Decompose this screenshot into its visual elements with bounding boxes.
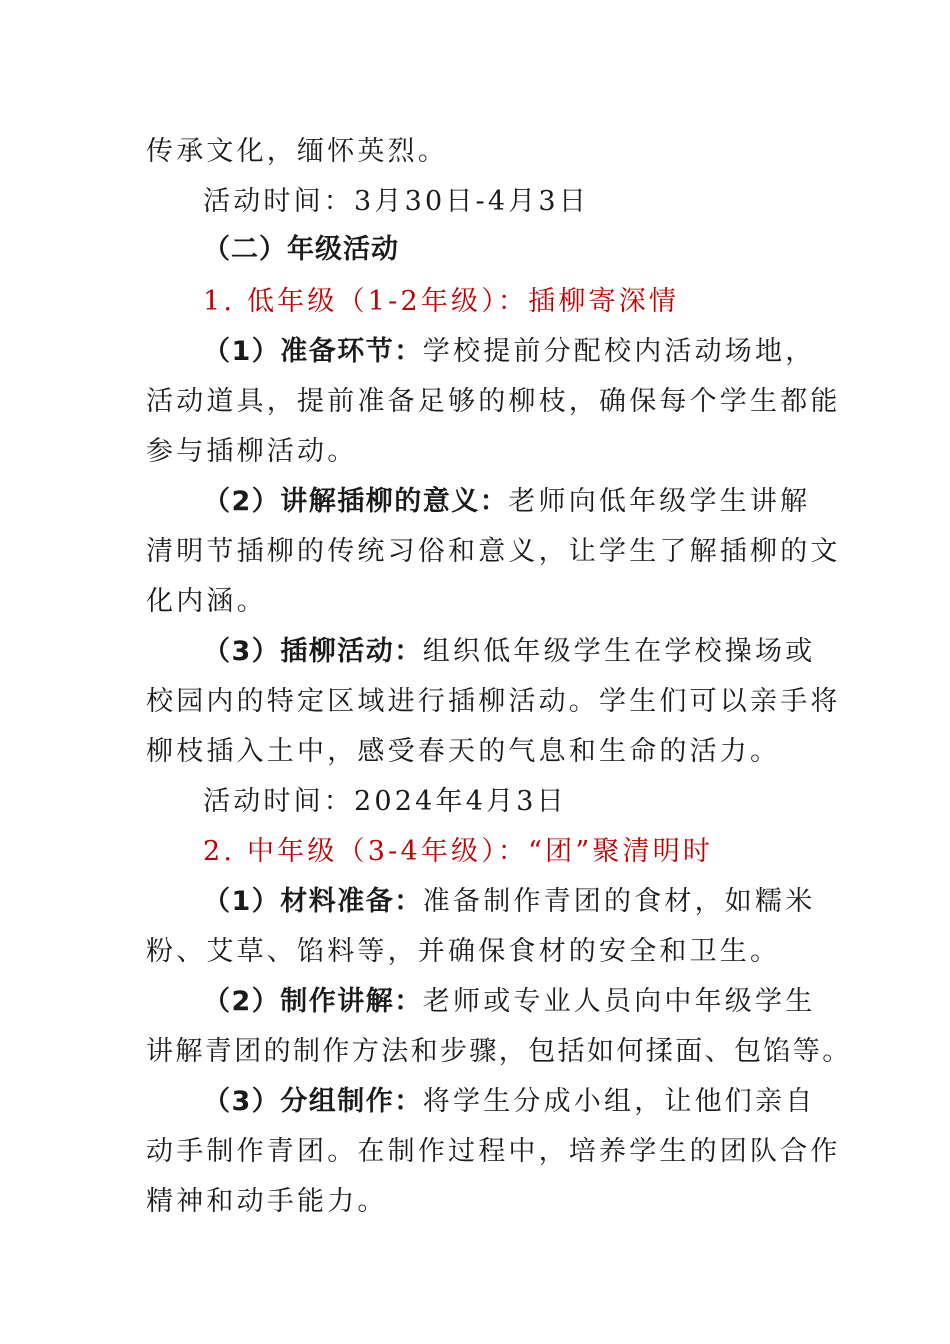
item-label: （1）准备环节： (203, 336, 423, 367)
paragraph-line (203, 984, 815, 1020)
paragraph-line: 参与插柳活动。 (146, 436, 358, 467)
item-text: 将学生分成小组，让他们亲自 (422, 1086, 816, 1117)
item-label: （2）讲解插柳的意义： (203, 486, 509, 517)
paragraph-line (203, 634, 815, 670)
paragraph-line (203, 1084, 815, 1120)
paragraph-line: 动手制作青团。在制作过程中，培养学生的团队合作 (146, 1136, 841, 1167)
item-label: （1）材料准备： (203, 886, 423, 917)
paragraph-line (203, 334, 815, 370)
paragraph-line: 传承文化，缅怀英烈。 (146, 136, 448, 167)
paragraph-line: 化内涵。 (146, 586, 267, 617)
paragraph-line: 柳枝插入土中，感受春天的气息和生命的活力。 (146, 736, 781, 767)
item-text: 准备制作青团的食材，如糯米 (422, 886, 816, 917)
paragraph-line: 精神和动手能力。 (146, 1186, 388, 1217)
paragraph-line: 校园内的特定区域进行插柳活动。学生们可以亲手将 (146, 686, 841, 717)
item-text: 老师或专业人员向中年级学生 (422, 986, 816, 1017)
item-text: 组织低年级学生在学校操场或 (422, 636, 816, 667)
section-heading: （二）年级活动 (203, 234, 399, 265)
item-text: 老师向低年级学生讲解 (508, 486, 811, 517)
item-label: （3）分组制作： (203, 1086, 423, 1117)
subsection-heading-low-grade: 1. 低年级（1-2年级）：插柳寄深情 (203, 286, 680, 317)
paragraph-line (203, 484, 810, 520)
paragraph-line: 讲解青团的制作方法和步骤，包括如何揉面、包馅等。 (146, 1036, 852, 1067)
item-text: 学校提前分配校内活动场地， (422, 336, 816, 367)
activity-time-line: 活动时间：2024年4月3日 (203, 786, 567, 817)
paragraph-line: 清明节插柳的传统习俗和意义，让学生了解插柳的文 (146, 536, 841, 567)
item-label: （2）制作讲解： (203, 986, 423, 1017)
item-label: （3）插柳活动： (203, 636, 423, 667)
paragraph-line (203, 884, 815, 920)
paragraph-line: 粉、艾草、馅料等，并确保食材的安全和卫生。 (146, 936, 781, 967)
activity-time-line: 活动时间：3月30日-4月3日 (203, 186, 590, 217)
subsection-heading-mid-grade: 2. 中年级（3-4年级）：“团”聚清明时 (203, 836, 714, 867)
paragraph-line: 活动道具，提前准备足够的柳枝，确保每个学生都能 (146, 386, 841, 417)
